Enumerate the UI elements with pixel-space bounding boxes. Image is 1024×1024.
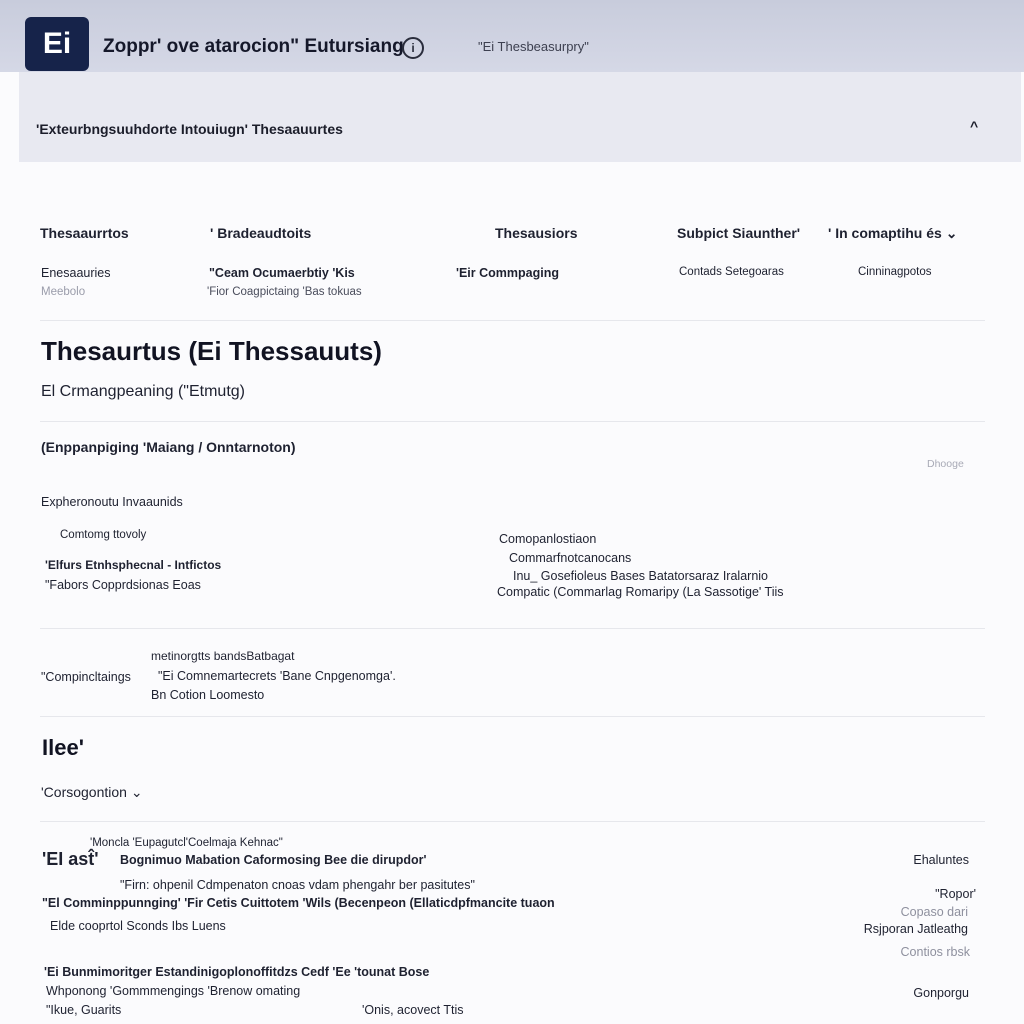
ei-label: 'EI ast̂': [42, 849, 99, 869]
column-cell: Meebolo: [41, 286, 86, 298]
detail-right: Copaso dari: [900, 905, 968, 919]
app-title: Zoppr' ove atarocion" Eutursiang: [103, 36, 404, 57]
section-heading: (Enppanpiging 'Maiang / Onntarnoton): [41, 439, 296, 455]
right-line: Inu_ Gosefioleus Bases Batatorsaraz Iralarnio: [513, 569, 768, 583]
detail-right: Ehaluntes: [913, 853, 969, 867]
detail-line: Whponong 'Gommmengings 'Brenow omating: [46, 984, 301, 998]
section2-line: "Ei Comnemartecrets 'Bane Cnpgenomga'.: [158, 669, 396, 683]
collapse-button[interactable]: ^: [970, 118, 979, 134]
detail-right: Rsjporan Jatleathg: [863, 922, 968, 936]
divider: [40, 716, 985, 717]
column-cell: Cinninagpotos: [858, 266, 932, 278]
chevron-down-icon: ⌄: [945, 225, 958, 241]
right-line: Commarfnotcanocans: [509, 551, 632, 565]
divider: [40, 821, 985, 822]
column-cell: 'Fior Coagpictaing 'Bas tokuas: [207, 286, 362, 298]
column-header-label: ' In comaptihu és: [828, 225, 942, 241]
detail-line: 'Onis, acovect Ttis: [362, 1003, 464, 1017]
section2-line: Bn Cotion Loomesto: [151, 688, 265, 702]
column-header[interactable]: Thesaaurrtos: [40, 225, 129, 241]
section-tag: Dhooge: [927, 458, 964, 470]
divider: [40, 421, 985, 422]
right-line: Compatic (Commarlag Romaripy (La Sassotige' Tiis: [497, 585, 784, 599]
left-label: Expheronoutu Invaaunids: [41, 495, 183, 509]
page-title: Thesaurtus (Ei Thessauuts): [41, 336, 382, 366]
panel-title: 'Exteurbngsuuhdorte Intouiugn' Thesaauurtes: [36, 121, 343, 137]
divider: [40, 320, 985, 321]
right-label: Comopanlostiaon: [499, 532, 597, 546]
detail-line: Bognimuo Mabation Caformosing Bee die dirupdor': [120, 853, 427, 867]
detail-right: Gonporgu: [913, 986, 969, 1000]
info-icon[interactable]: i: [402, 37, 424, 59]
section-heading: Ilee': [42, 735, 84, 760]
column-cell: "Ceam Ocumaerbtiy 'Kis: [209, 266, 355, 280]
detail-line: "Firn: ohpenil Cdmpenaton cnoas vdam phengahr ber pasitutes": [120, 878, 475, 892]
left-line: 'Elfurs Etnhsphecnal - Intfictos: [45, 558, 222, 572]
detail-line: "Ikue, Guarits: [46, 1003, 122, 1017]
header-link[interactable]: "Ei Thesbeasurpry": [478, 39, 589, 54]
tiny-line: 'Moncla 'Eupagutcl'Coelmaja Kehnac": [90, 837, 283, 849]
section2-line: metinorgtts bandsBatbagat: [151, 649, 295, 663]
column-cell: Contads Setegoaras: [679, 266, 784, 278]
page-subtitle: El Crmangpeaning ("Etmutg): [41, 383, 245, 400]
column-header-menu[interactable]: [828, 225, 957, 242]
dropdown-label: 'Corsogontion: [41, 784, 127, 800]
detail-right: "Ropor': [935, 887, 976, 901]
left-line: "Fabors Copprdsionas Eoas: [45, 578, 201, 592]
column-cell: Enesaauries: [41, 266, 111, 280]
detail-line[interactable]: "El Comminppunnging' 'Fir Cetis Cuittotem 'Wils (Becenpeon (Ellaticdpfmancite tuaon: [42, 896, 555, 910]
column-cell: 'Eir Commpaging: [456, 266, 559, 280]
detail-right: Contios rbsk: [900, 945, 970, 959]
panel-header: [19, 72, 1021, 162]
column-header[interactable]: Thesausiors: [495, 225, 578, 241]
column-header[interactable]: Subpict Siaunther': [677, 225, 801, 241]
detail-line: Elde cooprtol Sconds Ibs Luens: [50, 919, 226, 933]
section2-prefix: "Compincltaings: [41, 670, 131, 684]
detail-line[interactable]: 'Ei Bunmimoritger Estandinigoplonoffitdzs Cedf 'Ee 'tounat Bose: [44, 965, 430, 979]
column-header[interactable]: ' Bradeaudtoits: [210, 225, 312, 241]
app-logo[interactable]: Ei: [25, 17, 89, 71]
category-dropdown[interactable]: [41, 784, 143, 801]
chevron-down-icon: ⌄: [130, 784, 143, 800]
divider: [40, 628, 985, 629]
left-sub: Comtomg ttovoly: [60, 529, 147, 541]
